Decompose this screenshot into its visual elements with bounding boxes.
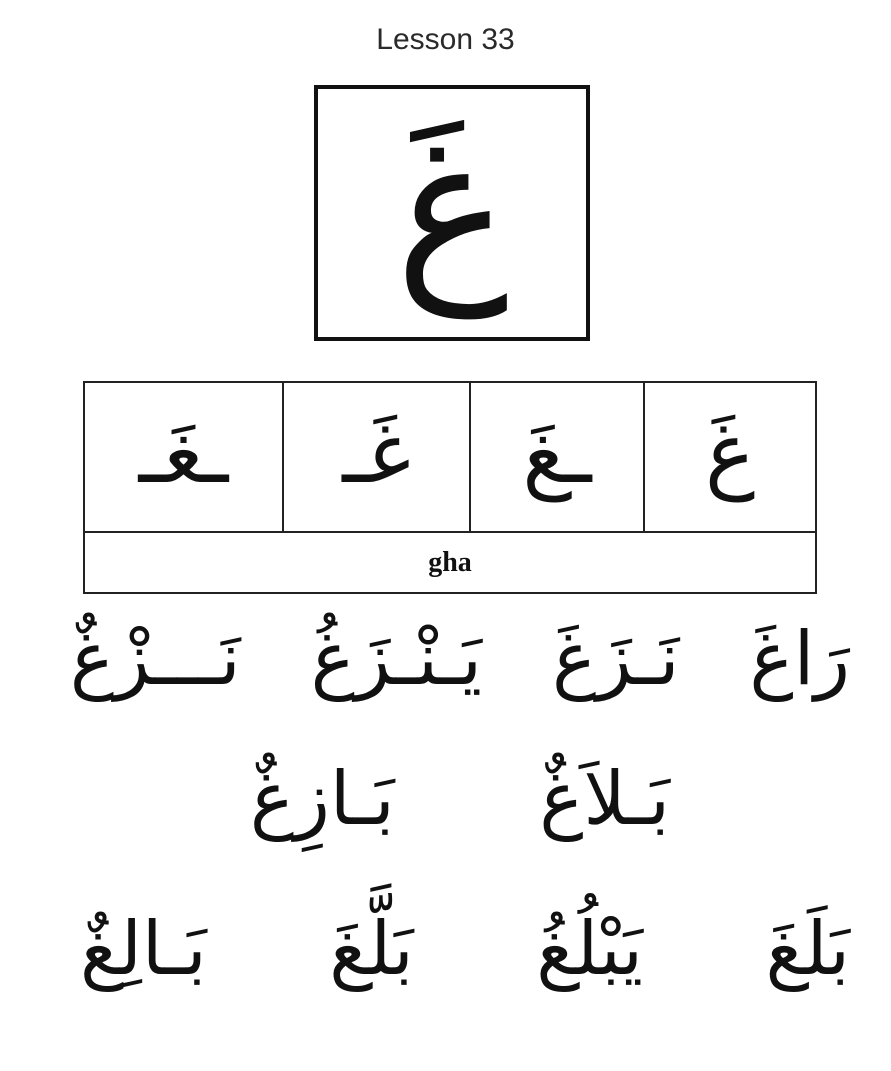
word-row-1	[70, 616, 850, 702]
letter-forms-row	[85, 383, 815, 533]
word: يَبْلُغُ	[536, 906, 644, 992]
transliteration-row	[85, 533, 815, 592]
word: بَـازِغٌ	[250, 756, 395, 842]
main-letter-box	[314, 85, 590, 341]
word-row-3	[80, 906, 850, 992]
form-cell-final	[471, 383, 645, 531]
word: بَلَغَ	[765, 906, 850, 992]
form-cell-medial	[85, 383, 284, 531]
form-cell-initial	[284, 383, 471, 531]
transliteration: gha	[428, 546, 472, 578]
word: يَـنْـزَغُ	[310, 616, 483, 702]
word-row-2	[250, 756, 670, 842]
word: بَـالِغٌ	[80, 906, 207, 992]
letter-forms-table	[83, 381, 817, 594]
form-cell-isolated	[645, 383, 815, 531]
word: نَـزَغَ	[552, 616, 680, 702]
word: رَاغَ	[749, 616, 850, 702]
form-isolated: غَ	[704, 404, 756, 502]
word: بَلَّغَ	[329, 906, 414, 992]
form-initial: غَـ	[342, 404, 411, 502]
lesson-title: Lesson 33	[376, 23, 515, 56]
word: نَـــزْغٌ	[70, 616, 241, 702]
form-final: ـغَ	[522, 404, 592, 502]
main-letter: غَ	[395, 97, 509, 318]
form-medial: ـغَـ	[138, 404, 229, 502]
word: بَـلاَغٌ	[539, 756, 670, 842]
